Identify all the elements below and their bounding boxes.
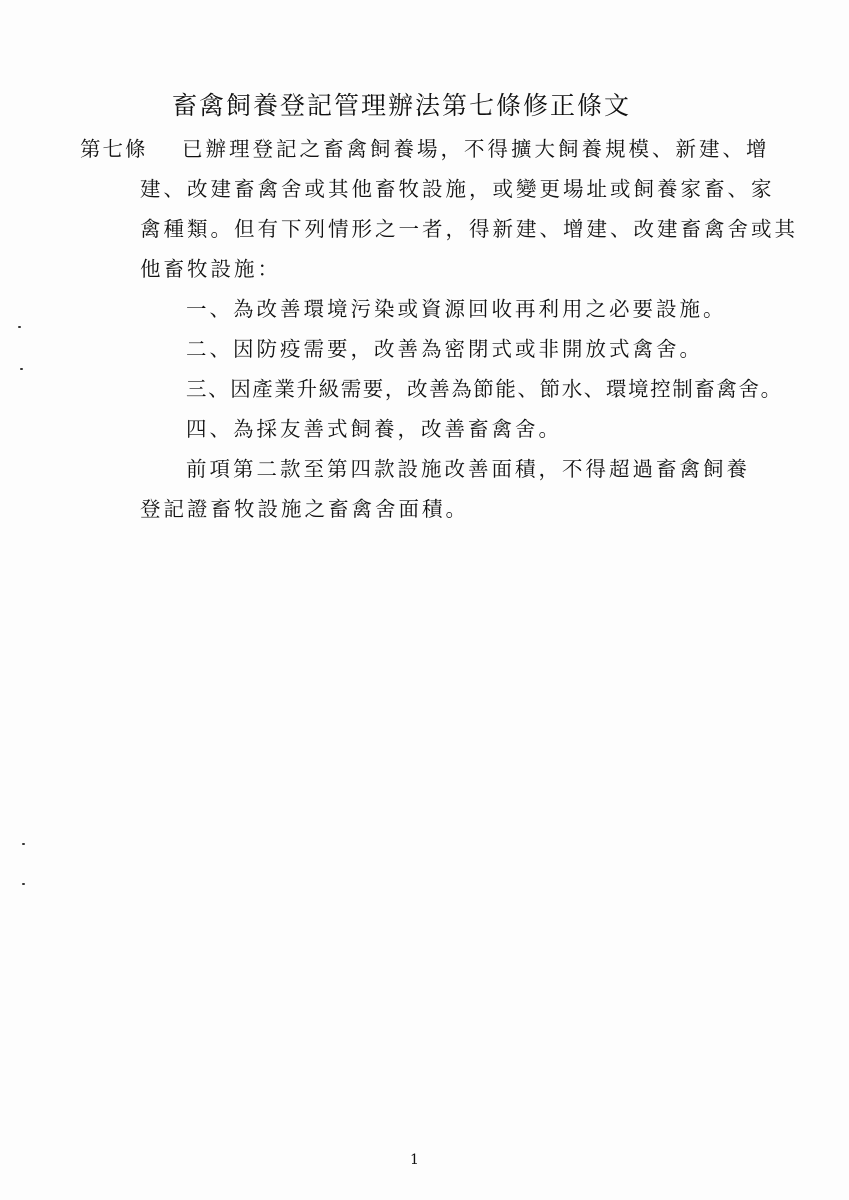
scan-speck — [22, 843, 25, 845]
scan-speck — [22, 883, 25, 885]
closing-line-1: 前項第二款至第四款設施改善面積，不得超過畜禽飼養 — [186, 457, 750, 481]
article-line-4: 他畜牧設施： — [140, 257, 281, 281]
closing-line-2: 登記證畜牧設施之畜禽舍面積。 — [140, 497, 469, 521]
article-line-3: 禽種類。但有下列情形之一者，得新建、增建、改建畜禽舍或其 — [140, 217, 798, 241]
scan-speck — [18, 326, 21, 328]
list-item: 三、因產業升級需要，改善為節能、節水、環境控制畜禽舍。 — [186, 377, 783, 401]
article-line-1: 已辦理登記之畜禽飼養場，不得擴大飼養規模、新建、增 — [182, 137, 770, 161]
scan-speck — [20, 368, 23, 370]
list-item: 一、為改善環境污染或資源回收再利用之必要設施。 — [186, 297, 727, 321]
list-item: 二、因防疫需要，改善為密閉式或非開放式禽舍。 — [186, 337, 703, 361]
document-title: 畜禽飼養登記管理辦法第七條修正條文 — [172, 91, 632, 120]
article-line-2: 建、改建畜禽舍或其他畜牧設施，或變更場址或飼養家畜、家 — [140, 177, 775, 201]
article-label: 第七條 — [80, 137, 148, 161]
list-item: 四、為採友善式飼養，改善畜禽舍。 — [186, 417, 562, 441]
page-number: 1 — [410, 1152, 419, 1168]
